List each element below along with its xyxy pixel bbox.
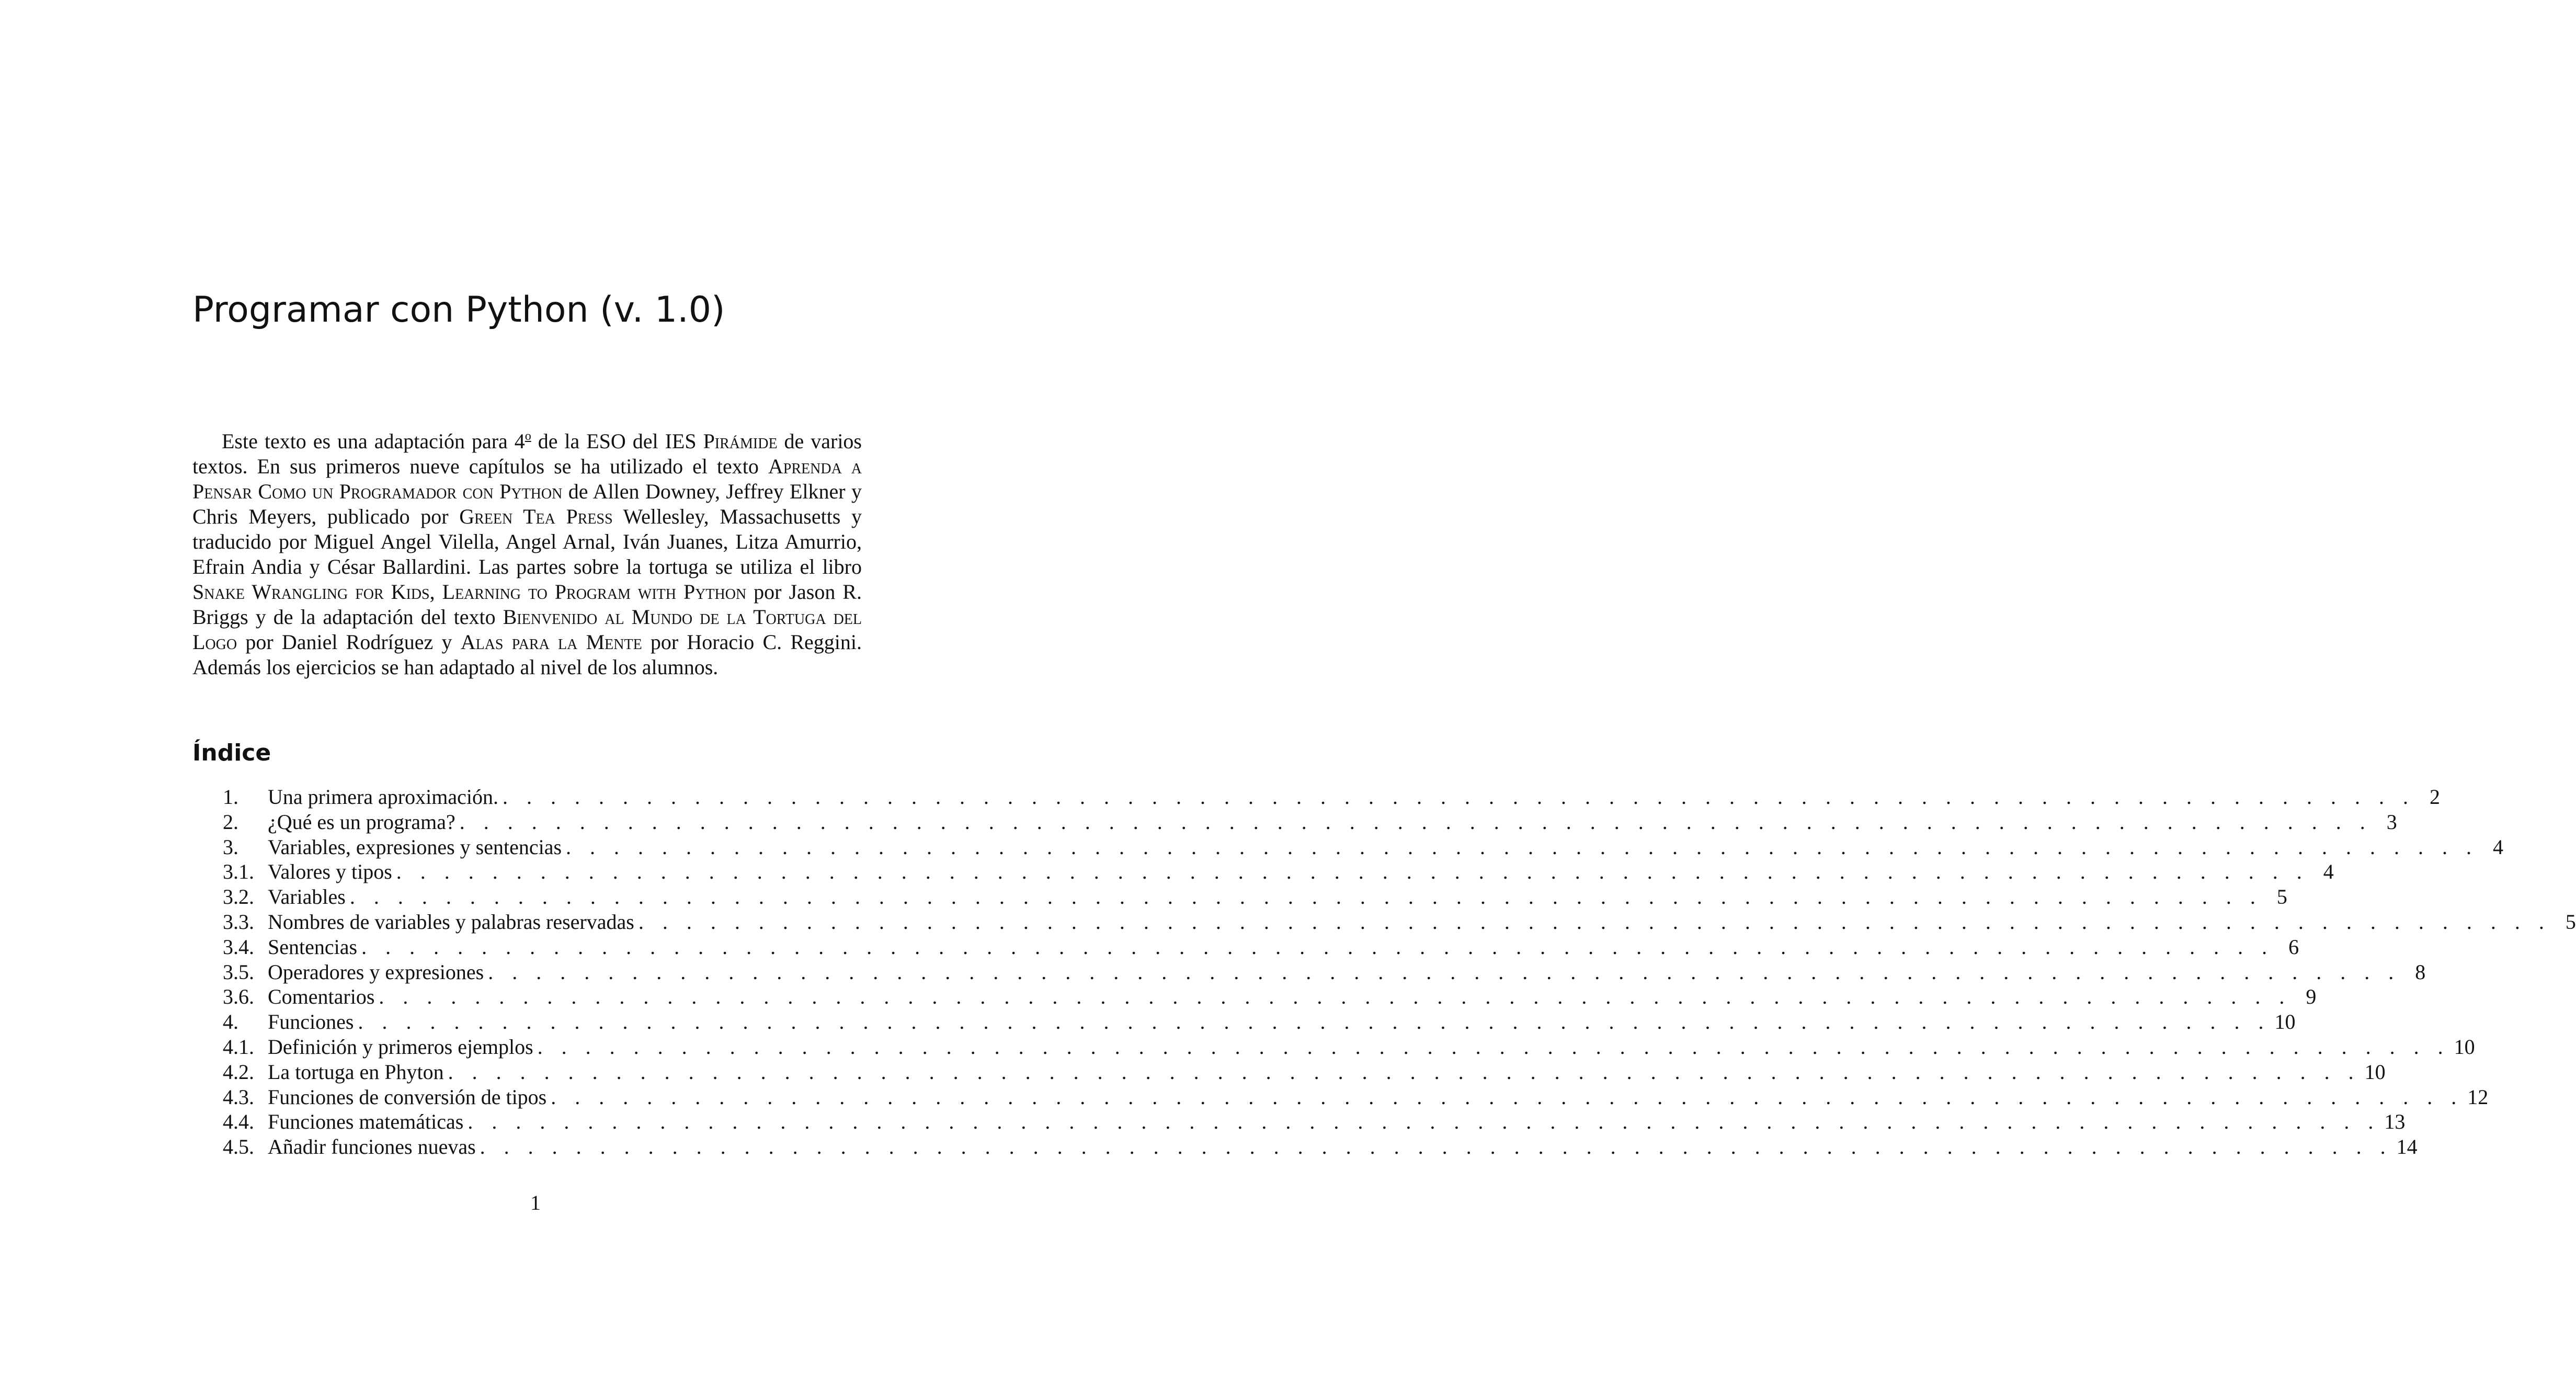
toc-entry-page: 5: [2276, 885, 2287, 909]
abstract-text: de la ESO del IES: [531, 429, 703, 453]
document-title: Programar con Python (v. 1.0): [192, 289, 725, 331]
toc-entry-title: Sentencias: [268, 935, 361, 960]
toc-entry[interactable]: [223, 1134, 2418, 1160]
toc-entry[interactable]: [223, 835, 2504, 860]
book-title: Aprenda a Pensar Como un Programador con Python: [192, 455, 862, 503]
toc-entry-number: 4.3.: [223, 1085, 254, 1109]
toc-entry-title: Variables: [268, 884, 350, 910]
toc-entry-page: 8: [2415, 960, 2426, 984]
toc-entry-page: 12: [2467, 1085, 2489, 1109]
abstract-text: Este texto es una adaptación para 4: [222, 429, 525, 453]
toc-entry-title: Una primera aproximación.: [268, 785, 503, 810]
toc-entry-title: La tortuga en Phyton: [268, 1060, 448, 1085]
abstract-text: por Daniel Rodríguez y: [237, 630, 461, 654]
ordinal-indicator: o: [525, 429, 531, 443]
toc-dot-leader: . . . . . . . . . . . . . . . . . . . . . . . . . . . . . . . . . . . . . . . . . . . . . . . . . . . . . . . . . . . . . . . . . . . . . . . . . . . . . . . .: [468, 1110, 2380, 1134]
toc-dot-leader: . . . . . . . . . . . . . . . . . . . . . . . . . . . . . . . . . . . . . . . . . . . . . . . . . . . . . . . . . . . . . . . . . . . . . . . . . . . . . . . .: [537, 1035, 2450, 1059]
toc-entry-number: 3.3.: [223, 910, 254, 934]
toc-dot-leader: . . . . . . . . . . . . . . . . . . . . . . . . . . . . . . . . . . . . . . . . . . . . . . . . . . . . . . . . . . . . . . . . . . . . . . . . . . . . . . . .: [358, 1010, 2271, 1034]
toc-entry-title: Definición y primeros ejemplos: [268, 1035, 538, 1060]
toc-entry-title: Valores y tipos: [268, 859, 396, 884]
toc-entry[interactable]: [223, 884, 2287, 910]
toc-entry[interactable]: [223, 984, 2317, 1009]
toc-dot-leader: . . . . . . . . . . . . . . . . . . . . . . . . . . . . . . . . . . . . . . . . . . . . . . . . . . . . . . . . . . . . . . . . . . . . . . . . . . . . . . . .: [349, 885, 2262, 909]
toc-entry-number: 3.: [223, 835, 238, 859]
toc-entry[interactable]: [223, 859, 2334, 884]
toc-entry-title: Funciones: [268, 1009, 358, 1035]
toc-entry-number: 2.: [223, 810, 238, 834]
toc-entry-page: 2: [2429, 785, 2440, 809]
toc-dot-leader: . . . . . . . . . . . . . . . . . . . . . . . . . . . . . . . . . . . . . . . . . . . . . . . . . . . . . . . . . . . . . . . . . . . . . . . . . . . . . . . .: [551, 1085, 2464, 1109]
abstract-text: Wellesley, Massachusetts y traducido por Miguel Angel Vilella, Angel Arnal, Iván Juanes, Litza Amurrio, Efrain Andia y César Ballardini. Las partes sobre la tortuga se utiliza el libro: [192, 505, 862, 578]
toc-entry[interactable]: [223, 1085, 2489, 1110]
toc-dot-leader: . . . . . . . . . . . . . . . . . . . . . . . . . . . . . . . . . . . . . . . . . . . . . . . . . . . . . . . . . . . . . . . . . . . . . . . . . . . . . . . .: [396, 860, 2309, 884]
toc-entry-number: 1.: [223, 785, 238, 809]
toc-entry[interactable]: [223, 935, 2299, 960]
page-number: 1: [530, 1191, 541, 1214]
toc-entry-page: 4: [2493, 835, 2504, 859]
toc-dot-leader: . . . . . . . . . . . . . . . . . . . . . . . . . . . . . . . . . . . . . . . . . . . . . . . . . . . . . . . . . . . . . . . . . . . . . . . . . . . . . . . .: [488, 960, 2401, 984]
toc-entry-title: Funciones de conversión de tipos: [268, 1085, 551, 1110]
toc-entry-number: 3.6.: [223, 985, 254, 1009]
toc-entry-page: 10: [2454, 1035, 2475, 1059]
abstract-text: de Allen Downey, Jeffrey Elkner y Chris Meyers, publicado por: [192, 480, 862, 528]
toc-entry[interactable]: [223, 960, 2426, 985]
abstract-paragraph: [192, 429, 862, 680]
toc-dot-leader: . . . . . . . . . . . . . . . . . . . . . . . . . . . . . . . . . . . . . . . . . . . . . . . . . . . . . . . . . . . . . . . . . . . . . . . . . . . . . . . .: [502, 785, 2415, 809]
book-title: Snake Wrangling for Kids, Learning to Program with Python: [192, 580, 747, 604]
toc-entry-number: 3.4.: [223, 935, 254, 959]
toc-entry-title: Operadores y expresiones: [268, 960, 488, 985]
toc-dot-leader: . . . . . . . . . . . . . . . . . . . . . . . . . . . . . . . . . . . . . . . . . . . . . . . . . . . . . . . . . . . . . . . . . . . . . . . . . . . . . . . .: [566, 835, 2479, 859]
toc-entry-number: 4.: [223, 1010, 238, 1034]
toc-entry-page: 14: [2396, 1135, 2418, 1159]
toc-entry[interactable]: [223, 1035, 2475, 1060]
toc-dot-leader: . . . . . . . . . . . . . . . . . . . . . . . . . . . . . . . . . . . . . . . . . . . . . . . . . . . . . . . . . . . . . . . . . . . . . . . . . . . . . . . .: [480, 1135, 2392, 1159]
toc-entry[interactable]: [223, 910, 2576, 935]
table-of-contents: [223, 785, 2576, 1160]
toc-entry-number: 3.2.: [223, 885, 254, 909]
toc-entry-number: 4.4.: [223, 1110, 254, 1134]
toc-entry-title: ¿Qué es un programa?: [268, 810, 460, 835]
toc-entry-title: Nombres de variables y palabras reservadas: [268, 910, 639, 935]
toc-dot-leader: . . . . . . . . . . . . . . . . . . . . . . . . . . . . . . . . . . . . . . . . . . . . . . . . . . . . . . . . . . . . . . . . . . . . . . . . . . . . . . . .: [448, 1060, 2361, 1084]
toc-entry[interactable]: [223, 1009, 2296, 1035]
toc-dot-leader: . . . . . . . . . . . . . . . . . . . . . . . . . . . . . . . . . . . . . . . . . . . . . . . . . . . . . . . . . . . . . . . . . . . . . . . . . . . . . . . .: [459, 810, 2372, 834]
toc-dot-leader: . . . . . . . . . . . . . . . . . . . . . . . . . . . . . . . . . . . . . . . . . . . . . . . . . . . . . . . . . . . . . . . . . . . . . . . . . . . . . . . .: [638, 910, 2551, 934]
toc-entry-number: 3.5.: [223, 960, 254, 984]
toc-entry[interactable]: [223, 1060, 2386, 1085]
toc-entry-page: 6: [2288, 935, 2299, 959]
toc-entry-number: 4.1.: [223, 1035, 254, 1059]
toc-entry-page: 13: [2384, 1110, 2406, 1134]
toc-entry-title: Comentarios: [268, 984, 379, 1009]
toc-dot-leader: . . . . . . . . . . . . . . . . . . . . . . . . . . . . . . . . . . . . . . . . . . . . . . . . . . . . . . . . . . . . . . . . . . . . . . . . . . . . . . . .: [361, 935, 2274, 959]
toc-entry-title: Variables, expresiones y sentencias: [268, 835, 566, 860]
toc-entry-page: 10: [2274, 1010, 2296, 1034]
book-title: Bienvenido al Mundo de la Tortuga del Logo: [192, 605, 862, 654]
abstract-text: por Jason R. Briggs y de la adaptación del texto: [192, 580, 862, 629]
toc-entry-page: 4: [2323, 860, 2334, 884]
toc-entry[interactable]: [223, 1109, 2406, 1134]
school-name: Pirámide: [703, 429, 778, 453]
toc-entry-page: 10: [2364, 1060, 2386, 1084]
abstract-text: de varios textos. En sus primeros nueve capítulos se ha utilizado el texto: [192, 429, 862, 478]
toc-entry-page: 9: [2306, 985, 2317, 1009]
book-title: Alas para la Mente: [460, 630, 642, 654]
toc-entry-page: 3: [2386, 810, 2397, 834]
toc-entry-title: Añadir funciones nuevas: [268, 1134, 480, 1160]
toc-entry[interactable]: [223, 785, 2440, 810]
publisher-name: Green Tea Press: [459, 505, 613, 528]
toc-dot-leader: . . . . . . . . . . . . . . . . . . . . . . . . . . . . . . . . . . . . . . . . . . . . . . . . . . . . . . . . . . . . . . . . . . . . . . . . . . . . . . . .: [379, 985, 2292, 1009]
toc-entry-page: 5: [2565, 910, 2576, 934]
toc-entry-number: 3.1.: [223, 860, 254, 884]
abstract-text: por Horacio C. Reggini. Además los ejercicios se han adaptado al nivel de los alumnos.: [192, 630, 862, 679]
toc-entry-number: 4.2.: [223, 1060, 254, 1084]
toc-entry[interactable]: [223, 810, 2397, 835]
toc-entry-title: Funciones matemáticas: [268, 1109, 468, 1134]
toc-entry-number: 4.5.: [223, 1135, 254, 1159]
toc-heading: Índice: [192, 740, 271, 766]
